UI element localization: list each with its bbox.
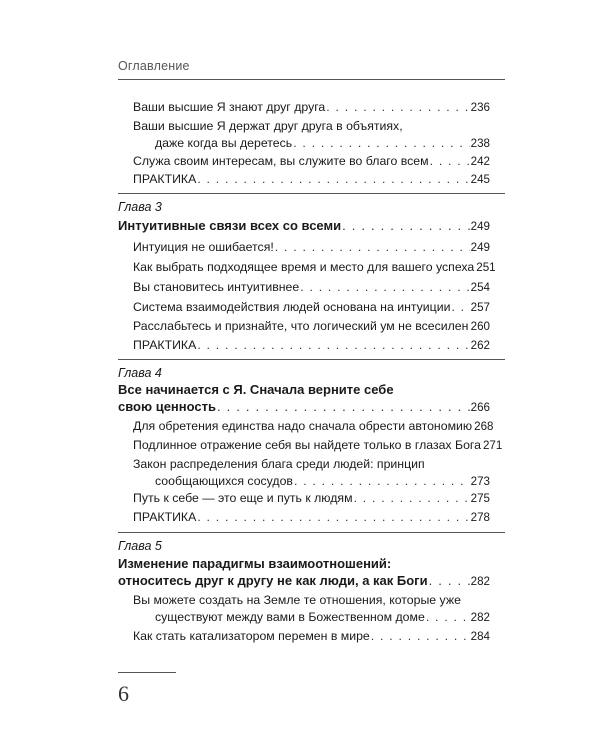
toc-entry-title: Система взаимодействия людей основана на интуиции bbox=[133, 300, 451, 314]
leader-dots bbox=[293, 135, 469, 152]
toc-page-number: 238 bbox=[470, 137, 490, 150]
toc-entry-title: Подлинное отражение себя вы найдете только в глазах Бога bbox=[133, 438, 481, 452]
toc-entry[interactable] bbox=[133, 318, 490, 335]
toc-entry[interactable] bbox=[133, 628, 490, 645]
toc-page-number: 254 bbox=[470, 281, 490, 294]
leader-dots bbox=[451, 299, 469, 316]
toc-entry[interactable] bbox=[133, 239, 490, 256]
leader-dots bbox=[371, 628, 470, 645]
chapter-label: Глава 3 bbox=[118, 200, 162, 214]
toc-page-number: 249 bbox=[470, 241, 490, 254]
toc-entry-title: ПРАКТИКА bbox=[133, 338, 197, 352]
toc-page-number: 236 bbox=[470, 101, 490, 114]
leader-dots bbox=[197, 171, 469, 188]
toc-entry[interactable] bbox=[133, 99, 490, 116]
toc-entry-title: Расслабьтесь и признайте, что логический ум не всесилен bbox=[133, 319, 469, 333]
toc-page-number: 282 bbox=[470, 611, 490, 624]
leader-dots bbox=[197, 337, 469, 354]
leader-dots bbox=[197, 509, 469, 526]
leader-dots bbox=[354, 490, 470, 507]
section-divider bbox=[118, 193, 505, 194]
toc-page-number: 275 bbox=[470, 492, 490, 505]
toc-page-number: 260 bbox=[470, 320, 490, 333]
toc-entry-title: Ваши высшие Я знают друг друга bbox=[133, 100, 326, 114]
toc-entry-title: Вы можете создать на Земле те отношения, которые уже bbox=[133, 593, 461, 607]
section-divider bbox=[118, 532, 505, 533]
toc-entry[interactable] bbox=[133, 418, 494, 435]
toc-entry-title-continued: сообщающихся сосудов bbox=[155, 474, 293, 488]
toc-entry[interactable] bbox=[133, 509, 490, 526]
folio-rule bbox=[118, 672, 176, 673]
leader-dots bbox=[294, 473, 470, 490]
toc-page-number: 245 bbox=[470, 173, 490, 186]
chapter-title-entry[interactable] bbox=[118, 555, 490, 589]
toc-entry-title: Служа своим интересам, вы служите во благо всем bbox=[133, 154, 429, 168]
toc-entry-title: Для обретения единства надо сначала обрести автономию bbox=[133, 419, 473, 433]
toc-entry-title: Путь к себе — это еще и путь к людям bbox=[133, 491, 353, 505]
leader-dots bbox=[429, 572, 470, 589]
toc-entry[interactable] bbox=[133, 153, 490, 170]
leader-dots bbox=[326, 99, 469, 116]
toc-page-number: 266 bbox=[470, 401, 490, 414]
toc-entry-title: Вы становитесь интуитивнее bbox=[133, 280, 300, 294]
table-of-contents bbox=[118, 0, 503, 750]
leader-dots bbox=[426, 609, 470, 626]
chapter-label: Глава 5 bbox=[118, 539, 162, 553]
toc-entry[interactable] bbox=[133, 259, 496, 276]
leader-dots bbox=[430, 153, 470, 170]
chapter-title: Все начинается с Я. Сначала верните себе bbox=[118, 382, 394, 397]
toc-entry-title: ПРАКТИКА bbox=[133, 172, 197, 186]
toc-entry[interactable] bbox=[133, 279, 490, 296]
toc-entry[interactable] bbox=[133, 592, 490, 626]
chapter-title-continued: относитесь друг к другу не как люди, а как Боги bbox=[118, 573, 428, 588]
leader-dots bbox=[342, 217, 470, 234]
toc-entry-title: Ваши высшие Я держат друг друга в объятиях, bbox=[133, 119, 403, 133]
leader-dots bbox=[275, 239, 470, 256]
toc-entry[interactable] bbox=[133, 299, 490, 316]
toc-page-number: 249 bbox=[470, 220, 490, 233]
toc-entry[interactable] bbox=[133, 171, 490, 188]
chapter-title: Изменение парадигмы взаимоотношений: bbox=[118, 556, 392, 571]
toc-entry[interactable] bbox=[133, 337, 490, 354]
page-number: 6 bbox=[118, 681, 129, 706]
toc-entry[interactable] bbox=[133, 456, 490, 490]
toc-entry-title: Интуиция не ошибается! bbox=[133, 240, 274, 254]
toc-page-number: 284 bbox=[470, 630, 490, 643]
toc-page-number: 268 bbox=[474, 420, 494, 433]
chapter-title-entry[interactable] bbox=[118, 217, 490, 234]
leader-dots bbox=[217, 398, 470, 415]
toc-entry-title-continued: существуют между вами в Божественном доме bbox=[155, 610, 425, 624]
chapter-title: Интуитивные связи всех со всеми bbox=[118, 218, 342, 233]
toc-entry-title: Закон распределения блага среди людей: принцип bbox=[133, 457, 425, 471]
toc-entry-title: ПРАКТИКА bbox=[133, 510, 197, 524]
toc-entry-title-continued: даже когда вы деретесь bbox=[155, 136, 293, 150]
toc-page-number: 242 bbox=[470, 155, 490, 168]
chapter-label: Глава 4 bbox=[118, 366, 162, 380]
toc-entry[interactable] bbox=[133, 118, 490, 152]
toc-entry-title: Как выбрать подходящее время и место для вашего успеха bbox=[133, 260, 475, 274]
toc-entry[interactable] bbox=[133, 490, 490, 507]
toc-entry[interactable] bbox=[133, 437, 503, 454]
chapter-title-continued: свою ценность bbox=[118, 399, 216, 414]
section-divider bbox=[118, 359, 505, 360]
toc-entry-title: Как стать катализатором перемен в мире bbox=[133, 629, 370, 643]
toc-page-number: 271 bbox=[482, 439, 503, 452]
toc-page-number: 257 bbox=[470, 301, 490, 314]
toc-page-number: 282 bbox=[470, 575, 490, 588]
toc-page-number: 251 bbox=[476, 261, 496, 274]
leader-dots bbox=[300, 279, 469, 296]
chapter-title-entry[interactable] bbox=[118, 381, 490, 415]
toc-page-number: 262 bbox=[470, 339, 490, 352]
toc-page-number: 273 bbox=[470, 475, 490, 488]
toc-page-number: 278 bbox=[470, 511, 490, 524]
running-head: Оглавление bbox=[118, 59, 190, 73]
